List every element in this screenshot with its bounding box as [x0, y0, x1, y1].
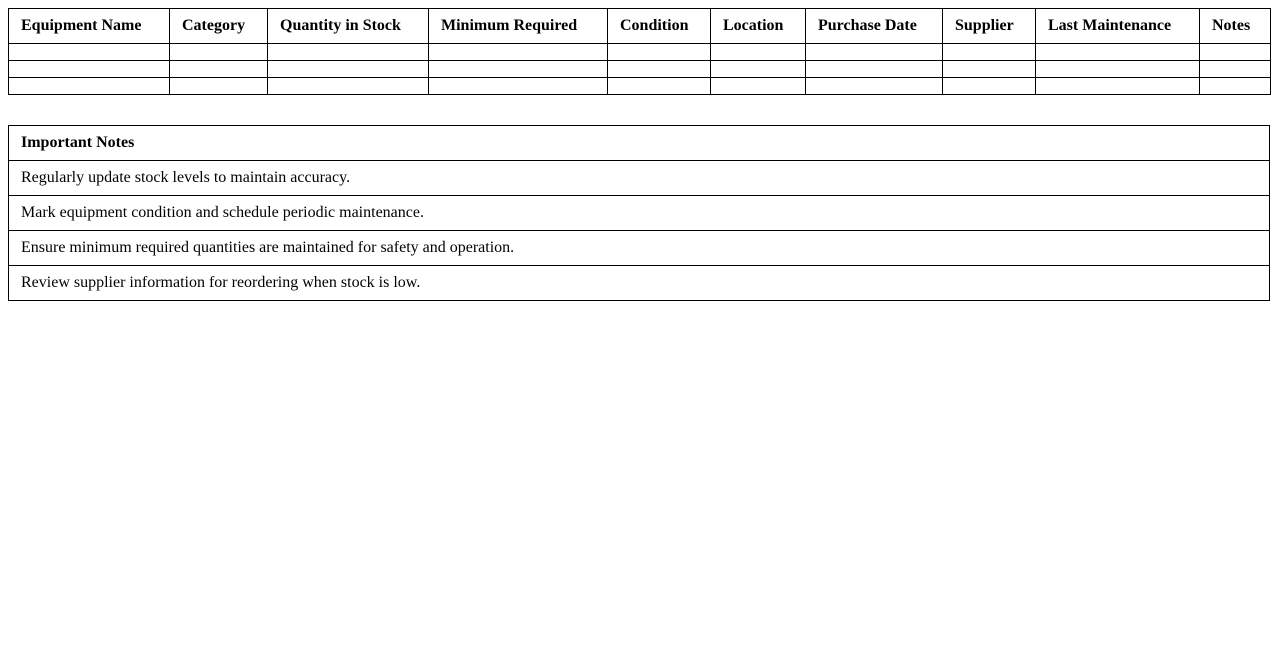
- table-cell: [806, 78, 943, 95]
- note-row: [9, 196, 1270, 231]
- table-cell: [943, 44, 1036, 61]
- table-cell: [9, 61, 170, 78]
- table-cell: [268, 78, 429, 95]
- note-row: [9, 266, 1270, 301]
- table-cell: [268, 44, 429, 61]
- table-cell: [943, 78, 1036, 95]
- table-cell: [711, 78, 806, 95]
- table-cell: [1036, 78, 1200, 95]
- notes-title: Important Notes: [9, 126, 1270, 161]
- table-row: [9, 44, 1271, 61]
- table-cell: [1200, 78, 1271, 95]
- table-cell: [9, 78, 170, 95]
- column-header-purchase-date: Purchase Date: [806, 9, 943, 44]
- table-cell: [1200, 44, 1271, 61]
- table-cell: [806, 61, 943, 78]
- note-item: Mark equipment condition and schedule periodic maintenance.: [9, 196, 1270, 231]
- table-cell: [1036, 61, 1200, 78]
- note-item: Regularly update stock levels to maintain accuracy.: [9, 161, 1270, 196]
- column-header-quantity-in-stock: Quantity in Stock: [268, 9, 429, 44]
- inventory-table: [8, 8, 1271, 95]
- table-cell: [711, 44, 806, 61]
- column-header-notes: Notes: [1200, 9, 1271, 44]
- table-cell: [806, 44, 943, 61]
- table-cell: [170, 44, 268, 61]
- column-header-condition: Condition: [608, 9, 711, 44]
- note-item: Ensure minimum required quantities are maintained for safety and operation.: [9, 231, 1270, 266]
- table-cell: [1200, 61, 1271, 78]
- notes-header-row: [9, 126, 1270, 161]
- column-header-category: Category: [170, 9, 268, 44]
- table-cell: [608, 44, 711, 61]
- table-cell: [711, 61, 806, 78]
- note-row: [9, 161, 1270, 196]
- note-row: [9, 231, 1270, 266]
- column-header-supplier: Supplier: [943, 9, 1036, 44]
- table-cell: [429, 78, 608, 95]
- table-cell: [9, 44, 170, 61]
- table-cell: [1036, 44, 1200, 61]
- column-header-last-maintenance: Last Maintenance: [1036, 9, 1200, 44]
- table-cell: [170, 78, 268, 95]
- column-header-minimum-required: Minimum Required: [429, 9, 608, 44]
- page: [8, 8, 1270, 301]
- table-row: [9, 61, 1271, 78]
- table-row: [9, 78, 1271, 95]
- table-cell: [608, 78, 711, 95]
- column-header-location: Location: [711, 9, 806, 44]
- table-cell: [170, 61, 268, 78]
- table-cell: [608, 61, 711, 78]
- table-cell: [943, 61, 1036, 78]
- inventory-header-row: [9, 9, 1271, 44]
- table-cell: [429, 44, 608, 61]
- column-header-equipment-name: Equipment Name: [9, 9, 170, 44]
- note-item: Review supplier information for reordering when stock is low.: [9, 266, 1270, 301]
- table-cell: [429, 61, 608, 78]
- notes-table: [8, 125, 1270, 301]
- table-cell: [268, 61, 429, 78]
